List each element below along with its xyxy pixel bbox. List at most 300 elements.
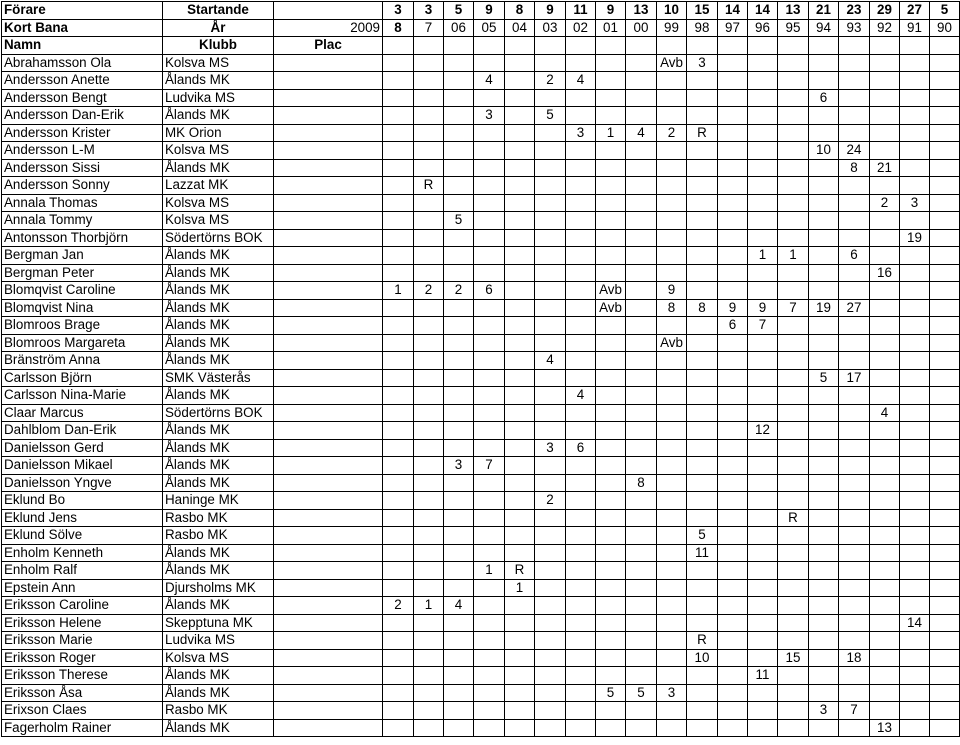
result-cell — [626, 544, 657, 562]
result-cell — [718, 614, 748, 632]
table-row — [2, 299, 960, 317]
result-cell — [900, 649, 930, 667]
result-cell — [535, 334, 566, 352]
result-cell — [718, 229, 748, 247]
result-cell — [474, 527, 505, 545]
driver-name: Blomroos Margareta — [2, 334, 163, 352]
result-cell — [687, 597, 718, 615]
result-cell: 19 — [809, 299, 839, 317]
result-cell — [474, 212, 505, 230]
result-cell — [778, 369, 809, 387]
result-cell — [778, 597, 809, 615]
result-cell — [718, 159, 748, 177]
result-cell — [657, 159, 687, 177]
place-cell — [274, 282, 383, 300]
result-cell — [383, 317, 414, 335]
result-cell — [778, 667, 809, 685]
header-starters-count: 3 — [414, 2, 444, 20]
result-cell — [687, 89, 718, 107]
result-cell — [718, 212, 748, 230]
result-cell — [870, 509, 900, 527]
result-cell: 4 — [626, 124, 657, 142]
result-cell — [870, 229, 900, 247]
result-cell: 16 — [870, 264, 900, 282]
result-cell — [839, 264, 870, 282]
result-cell — [870, 702, 900, 720]
result-cell — [809, 229, 839, 247]
header-year-value: 94 — [809, 19, 839, 37]
result-cell — [414, 404, 444, 422]
result-cell: 4 — [444, 597, 474, 615]
driver-name: Eriksson Helene — [2, 614, 163, 632]
club-name: MK Orion — [163, 124, 274, 142]
result-cell — [566, 422, 596, 440]
club-name: Haninge MK — [163, 492, 274, 510]
driver-name: Andersson Sissi — [2, 159, 163, 177]
result-cell — [839, 422, 870, 440]
header-starters-count: 5 — [444, 2, 474, 20]
result-cell — [535, 702, 566, 720]
result-cell — [657, 229, 687, 247]
result-cell — [596, 579, 626, 597]
result-cell: 1 — [474, 562, 505, 580]
result-cell — [566, 299, 596, 317]
result-cell — [626, 422, 657, 440]
results-table — [1, 1, 960, 737]
result-cell — [657, 614, 687, 632]
table-row — [2, 352, 960, 370]
result-cell — [809, 597, 839, 615]
result-cell — [930, 194, 960, 212]
header-starters-count: 15 — [687, 2, 718, 20]
result-cell — [930, 544, 960, 562]
result-cell — [718, 369, 748, 387]
result-cell — [809, 194, 839, 212]
result-cell — [657, 404, 687, 422]
result-cell: 4 — [870, 404, 900, 422]
header-empty-cell — [566, 37, 596, 55]
result-cell — [444, 177, 474, 195]
header-empty-cell — [505, 37, 535, 55]
table-row — [2, 597, 960, 615]
result-cell — [414, 299, 444, 317]
result-cell: 7 — [748, 317, 778, 335]
result-cell — [778, 474, 809, 492]
result-cell — [778, 544, 809, 562]
club-name: Södertörns BOK — [163, 229, 274, 247]
result-cell — [505, 422, 535, 440]
result-cell — [596, 54, 626, 72]
table-row — [2, 632, 960, 650]
result-cell — [930, 107, 960, 125]
result-cell — [414, 89, 444, 107]
result-cell — [748, 142, 778, 160]
result-cell — [383, 194, 414, 212]
header-year-value: 95 — [778, 19, 809, 37]
result-cell — [687, 614, 718, 632]
place-cell — [274, 369, 383, 387]
result-cell — [626, 614, 657, 632]
result-cell — [444, 369, 474, 387]
result-cell — [505, 212, 535, 230]
result-cell — [444, 649, 474, 667]
result-cell — [566, 649, 596, 667]
result-cell — [474, 492, 505, 510]
driver-name: Eklund Sölve — [2, 527, 163, 545]
result-cell — [718, 492, 748, 510]
result-cell: 1 — [383, 282, 414, 300]
result-cell — [839, 317, 870, 335]
result-cell — [839, 597, 870, 615]
header-year-value: 97 — [718, 19, 748, 37]
result-cell — [505, 54, 535, 72]
result-cell — [596, 72, 626, 90]
result-cell — [596, 492, 626, 510]
result-cell — [657, 439, 687, 457]
result-cell — [383, 579, 414, 597]
result-cell — [566, 334, 596, 352]
result-cell — [383, 159, 414, 177]
place-cell — [274, 352, 383, 370]
driver-name: Abrahamsson Ola — [2, 54, 163, 72]
club-name: Ludvika MS — [163, 89, 274, 107]
driver-name: Blomqvist Caroline — [2, 282, 163, 300]
result-cell: 4 — [566, 387, 596, 405]
result-cell — [839, 212, 870, 230]
result-cell — [778, 404, 809, 422]
result-cell — [718, 509, 748, 527]
result-cell — [414, 684, 444, 702]
result-cell — [930, 614, 960, 632]
table-row — [2, 107, 960, 125]
result-cell — [414, 667, 444, 685]
result-cell — [535, 142, 566, 160]
driver-name: Enholm Kenneth — [2, 544, 163, 562]
result-cell — [414, 457, 444, 475]
result-cell — [626, 439, 657, 457]
result-cell — [535, 527, 566, 545]
club-name: Kolsva MS — [163, 54, 274, 72]
result-cell — [444, 702, 474, 720]
result-cell — [870, 544, 900, 562]
result-cell — [657, 89, 687, 107]
result-cell — [414, 544, 444, 562]
result-cell — [444, 684, 474, 702]
result-cell: 2 — [444, 282, 474, 300]
result-cell — [809, 54, 839, 72]
driver-name: Eriksson Roger — [2, 649, 163, 667]
result-cell — [566, 527, 596, 545]
driver-name: Andersson L-M — [2, 142, 163, 160]
header-empty-cell — [839, 37, 870, 55]
result-cell — [687, 719, 718, 737]
table-body — [2, 2, 960, 737]
result-cell: 1 — [505, 579, 535, 597]
result-cell: Avb — [657, 54, 687, 72]
result-cell — [596, 247, 626, 265]
result-cell — [870, 684, 900, 702]
header-starters-count: 23 — [839, 2, 870, 20]
result-cell — [657, 509, 687, 527]
result-cell — [474, 264, 505, 282]
result-cell — [535, 387, 566, 405]
result-cell — [748, 212, 778, 230]
header-year-value: 06 — [444, 19, 474, 37]
result-cell — [839, 107, 870, 125]
result-cell — [687, 404, 718, 422]
result-cell — [870, 89, 900, 107]
header-club: Klubb — [163, 37, 274, 55]
result-cell — [535, 124, 566, 142]
result-cell — [657, 632, 687, 650]
header-year-value: 01 — [596, 19, 626, 37]
result-cell — [900, 299, 930, 317]
result-cell — [444, 492, 474, 510]
result-cell — [596, 89, 626, 107]
result-cell — [626, 404, 657, 422]
result-cell — [626, 194, 657, 212]
result-cell: 12 — [748, 422, 778, 440]
result-cell — [383, 527, 414, 545]
result-cell: 6 — [566, 439, 596, 457]
result-cell — [383, 142, 414, 160]
header-starters-count: 11 — [566, 2, 596, 20]
club-name: Rasbo MK — [163, 702, 274, 720]
table-row — [2, 89, 960, 107]
result-cell — [444, 247, 474, 265]
result-cell — [930, 54, 960, 72]
club-name: Ålands MK — [163, 352, 274, 370]
result-cell — [870, 124, 900, 142]
result-cell — [748, 159, 778, 177]
result-cell — [930, 89, 960, 107]
club-name: Kolsva MS — [163, 212, 274, 230]
header-empty-cell — [626, 37, 657, 55]
result-cell — [474, 89, 505, 107]
result-cell — [596, 229, 626, 247]
result-cell — [870, 457, 900, 475]
result-cell — [809, 492, 839, 510]
club-name: Ålands MK — [163, 457, 274, 475]
result-cell — [414, 142, 444, 160]
result-cell — [778, 334, 809, 352]
result-cell — [687, 422, 718, 440]
result-cell — [900, 72, 930, 90]
result-cell — [657, 72, 687, 90]
result-cell — [687, 72, 718, 90]
result-cell — [414, 317, 444, 335]
result-cell: 21 — [870, 159, 900, 177]
result-cell — [930, 527, 960, 545]
result-cell: R — [414, 177, 444, 195]
result-cell: 4 — [566, 72, 596, 90]
result-cell — [718, 282, 748, 300]
result-cell — [839, 527, 870, 545]
result-cell — [870, 649, 900, 667]
table-row — [2, 177, 960, 195]
result-cell — [748, 562, 778, 580]
driver-name: Enholm Ralf — [2, 562, 163, 580]
result-cell — [748, 509, 778, 527]
driver-name: Eriksson Therese — [2, 667, 163, 685]
result-cell: 5 — [535, 107, 566, 125]
result-cell — [870, 387, 900, 405]
result-cell — [505, 544, 535, 562]
club-name: Ålands MK — [163, 264, 274, 282]
driver-name: Fagerholm Rainer — [2, 719, 163, 737]
result-cell — [383, 492, 414, 510]
result-cell — [900, 702, 930, 720]
result-cell — [809, 544, 839, 562]
result-cell — [687, 282, 718, 300]
result-cell — [444, 72, 474, 90]
result-cell — [383, 614, 414, 632]
result-cell — [626, 299, 657, 317]
result-cell — [657, 649, 687, 667]
result-cell — [778, 212, 809, 230]
result-cell — [505, 684, 535, 702]
result-cell — [778, 702, 809, 720]
club-name: Kolsva MS — [163, 194, 274, 212]
result-cell — [748, 334, 778, 352]
result-cell — [778, 684, 809, 702]
result-cell — [596, 702, 626, 720]
result-cell — [626, 107, 657, 125]
result-cell — [900, 89, 930, 107]
header-year-value: 90 — [930, 19, 960, 37]
club-name: Rasbo MK — [163, 527, 274, 545]
result-cell — [566, 474, 596, 492]
result-cell — [505, 387, 535, 405]
result-cell — [444, 387, 474, 405]
result-cell — [535, 579, 566, 597]
result-cell: R — [687, 124, 718, 142]
place-cell — [274, 159, 383, 177]
result-cell — [474, 299, 505, 317]
result-cell — [535, 614, 566, 632]
result-cell — [900, 177, 930, 195]
result-cell — [535, 89, 566, 107]
result-cell — [505, 124, 535, 142]
result-cell — [839, 667, 870, 685]
result-cell — [505, 597, 535, 615]
result-cell — [566, 282, 596, 300]
club-name: Södertörns BOK — [163, 404, 274, 422]
result-cell — [444, 229, 474, 247]
header-year-value: 02 — [566, 19, 596, 37]
header-empty-cell — [870, 37, 900, 55]
result-cell — [505, 649, 535, 667]
header-year-value: 96 — [748, 19, 778, 37]
result-cell — [414, 124, 444, 142]
result-cell — [505, 527, 535, 545]
result-cell — [748, 544, 778, 562]
header-year-value: 05 — [474, 19, 505, 37]
result-cell — [414, 107, 444, 125]
result-cell — [535, 159, 566, 177]
result-cell — [414, 369, 444, 387]
result-cell — [596, 614, 626, 632]
result-cell — [657, 142, 687, 160]
result-cell — [778, 352, 809, 370]
result-cell: 2 — [535, 72, 566, 90]
result-cell — [930, 142, 960, 160]
result-cell: 14 — [900, 614, 930, 632]
result-cell — [839, 387, 870, 405]
result-cell — [505, 404, 535, 422]
result-cell — [474, 422, 505, 440]
result-cell — [626, 387, 657, 405]
place-cell — [274, 649, 383, 667]
result-cell — [596, 334, 626, 352]
result-cell — [930, 702, 960, 720]
header-starters-count: 9 — [535, 2, 566, 20]
result-cell: 5 — [809, 369, 839, 387]
header-row-year — [2, 19, 960, 37]
result-cell — [414, 54, 444, 72]
result-cell — [626, 282, 657, 300]
result-cell — [900, 632, 930, 650]
header-empty-cell — [657, 37, 687, 55]
result-cell — [718, 334, 748, 352]
place-cell — [274, 667, 383, 685]
result-cell — [900, 369, 930, 387]
result-cell — [870, 439, 900, 457]
result-cell — [414, 702, 444, 720]
result-cell — [414, 492, 444, 510]
result-cell — [535, 247, 566, 265]
result-cell — [870, 352, 900, 370]
result-cell — [900, 282, 930, 300]
result-cell — [444, 527, 474, 545]
result-cell — [444, 667, 474, 685]
result-cell — [444, 439, 474, 457]
result-cell — [566, 352, 596, 370]
club-name: Ålands MK — [163, 107, 274, 125]
header-year-value: 03 — [535, 19, 566, 37]
place-cell — [274, 72, 383, 90]
result-cell — [474, 387, 505, 405]
header-year-value: 92 — [870, 19, 900, 37]
result-cell — [778, 527, 809, 545]
table-row — [2, 439, 960, 457]
result-cell: 6 — [809, 89, 839, 107]
result-cell — [778, 124, 809, 142]
result-cell — [778, 54, 809, 72]
result-cell — [809, 212, 839, 230]
result-cell — [444, 317, 474, 335]
result-cell — [778, 632, 809, 650]
result-cell — [718, 684, 748, 702]
result-cell — [414, 509, 444, 527]
result-cell — [839, 579, 870, 597]
result-cell — [687, 264, 718, 282]
result-cell — [900, 247, 930, 265]
result-cell — [900, 719, 930, 737]
driver-name: Andersson Sonny — [2, 177, 163, 195]
result-cell — [414, 194, 444, 212]
result-cell — [566, 212, 596, 230]
header-empty-cell — [930, 37, 960, 55]
result-cell — [474, 579, 505, 597]
result-cell — [930, 229, 960, 247]
result-cell — [900, 579, 930, 597]
result-cell — [748, 89, 778, 107]
club-name: Ålands MK — [163, 387, 274, 405]
result-cell — [474, 597, 505, 615]
result-cell — [626, 632, 657, 650]
result-cell — [444, 614, 474, 632]
